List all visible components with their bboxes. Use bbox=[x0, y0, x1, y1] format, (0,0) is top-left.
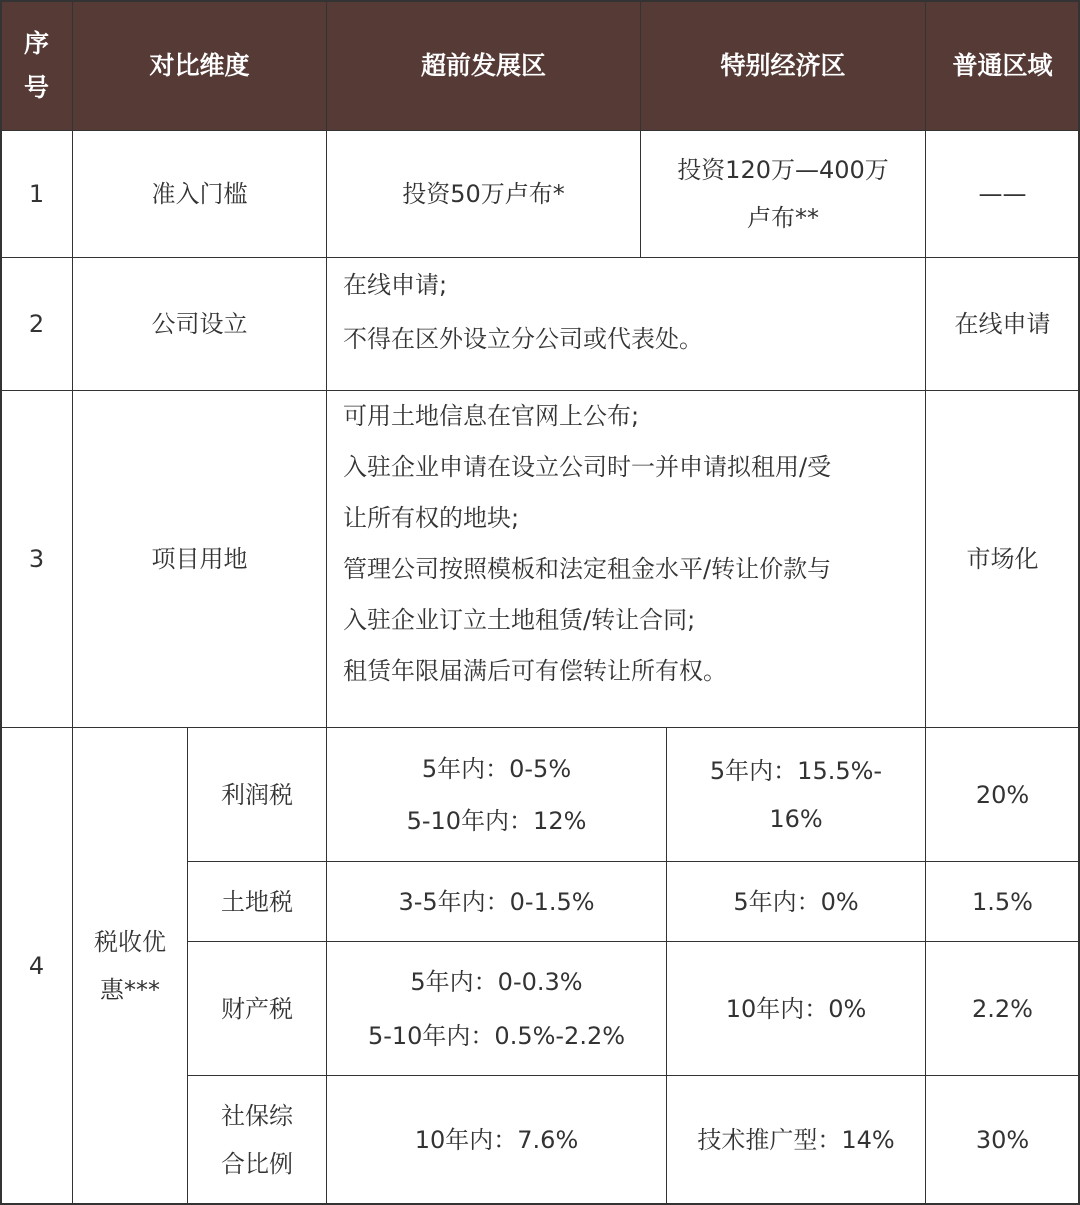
tax-land-label: 土地税 bbox=[187, 861, 327, 942]
tax-profit-advanced-line2: 5-10年内：12% bbox=[406, 806, 587, 835]
header-ordinary-zone: 普通区域 bbox=[925, 0, 1080, 131]
row3-index: 3 bbox=[0, 390, 73, 728]
tax-profit-advanced-line1: 5年内：0-5% bbox=[421, 754, 572, 783]
row3-ordinary: 市场化 bbox=[925, 390, 1080, 728]
row2-text-line2: 不得在区外设立分公司或代表处。 bbox=[343, 325, 703, 353]
tax-property-advanced-line2: 5-10年内：0.5%-2.2% bbox=[367, 1021, 626, 1050]
tax-profit-special-line2: 16% bbox=[769, 804, 823, 833]
tax-property-ordinary: 2.2% bbox=[925, 941, 1080, 1076]
tax-profit-special-line1: 5年内：15.5%- bbox=[709, 756, 883, 785]
row3-text-line2: 入驻企业申请在设立公司时一并申请拟租用/受 bbox=[343, 453, 832, 481]
tax-land-advanced: 3-5年内：0-1.5% bbox=[326, 861, 667, 942]
tax-profit-label: 利润税 bbox=[187, 727, 327, 862]
tax-property-advanced-line1: 5年内：0-0.3% bbox=[410, 967, 583, 996]
row1-ordinary: —— bbox=[925, 130, 1080, 258]
header-special-zone: 特别经济区 bbox=[640, 0, 926, 131]
row1-special-line2: 卢布** bbox=[747, 204, 819, 232]
tax-land-special: 5年内：0% bbox=[666, 861, 926, 942]
row2-index: 2 bbox=[0, 257, 73, 391]
row3-text-line4: 管理公司按照模板和法定租金水平/转让价款与 bbox=[343, 555, 832, 583]
social-insurance-label-line2: 合比例 bbox=[221, 1150, 293, 1178]
social-insurance-label-line1: 社保综 bbox=[221, 1102, 293, 1130]
row2-advanced-special bbox=[326, 257, 926, 391]
row3-text-line5: 入驻企业订立土地租赁/转让合同; bbox=[343, 606, 696, 634]
row3-text-line1: 可用土地信息在官网上公布; bbox=[343, 402, 640, 430]
row3-dimension: 项目用地 bbox=[72, 390, 327, 728]
row1-dimension: 准入门槛 bbox=[72, 130, 327, 258]
tax-profit-advanced bbox=[326, 727, 667, 862]
row1-index: 1 bbox=[0, 130, 73, 258]
social-insurance-label bbox=[187, 1075, 327, 1205]
row3-text-line6: 租赁年限届满后可有偿转让所有权。 bbox=[343, 657, 727, 685]
header-index-line1: 序 bbox=[23, 28, 49, 58]
row2-dimension: 公司设立 bbox=[72, 257, 327, 391]
header-index bbox=[0, 0, 73, 131]
social-insurance-special: 技术推广型：14% bbox=[666, 1075, 926, 1205]
row2-text-line1: 在线申请; bbox=[343, 271, 448, 299]
row4-dimension-line1: 税收优 bbox=[94, 928, 166, 956]
tax-property-label: 财产税 bbox=[187, 941, 327, 1076]
tax-property-special: 10年内：0% bbox=[666, 941, 926, 1076]
row1-advanced: 投资50万卢布* bbox=[326, 130, 641, 258]
row4-dimension-line2: 惠*** bbox=[100, 976, 160, 1004]
row2-ordinary: 在线申请 bbox=[925, 257, 1080, 391]
tax-profit-special bbox=[666, 727, 926, 862]
row4-dimension bbox=[72, 727, 188, 1205]
row4-index: 4 bbox=[0, 727, 73, 1205]
header-dimension: 对比维度 bbox=[72, 0, 327, 131]
tax-profit-ordinary: 20% bbox=[925, 727, 1080, 862]
social-insurance-ordinary: 30% bbox=[925, 1075, 1080, 1205]
row1-special-line1: 投资120万—400万 bbox=[677, 156, 889, 184]
tax-property-advanced bbox=[326, 941, 667, 1076]
row3-text-line3: 让所有权的地块; bbox=[343, 504, 520, 532]
tax-land-ordinary: 1.5% bbox=[925, 861, 1080, 942]
social-insurance-advanced: 10年内：7.6% bbox=[326, 1075, 667, 1205]
header-index-line2: 号 bbox=[23, 72, 49, 102]
row3-advanced-special bbox=[326, 390, 926, 728]
header-advanced-zone: 超前发展区 bbox=[326, 0, 641, 131]
row1-special bbox=[640, 130, 926, 258]
